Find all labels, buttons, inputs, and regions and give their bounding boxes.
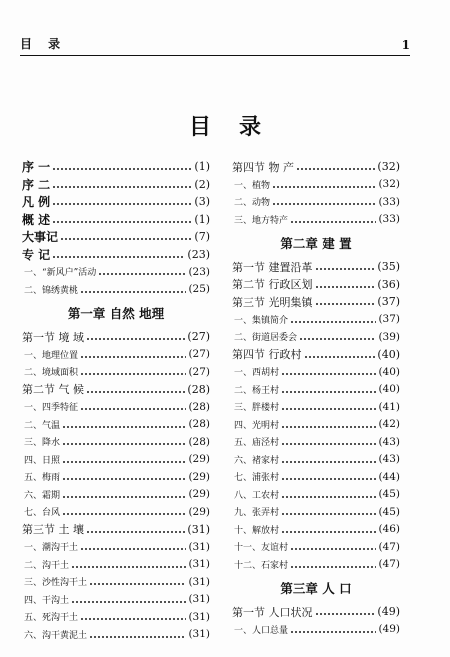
toc-entry[interactable] [22,246,210,264]
toc-entry-label: 五、梅雨 [24,473,61,484]
toc-entry[interactable] [232,603,400,621]
dot-leader [60,231,192,242]
toc-entry[interactable] [22,158,210,176]
toc-entry-label: 二、沟干土 [24,560,70,571]
toc-entry-page: (37) [377,295,400,309]
toc-entry-label: 四、光明村 [234,420,280,431]
toc-entry-label: 第二节 气 候 [22,383,84,397]
toc-entry[interactable] [232,556,400,574]
toc-entry-label: 二、街道居委会 [234,333,298,344]
dot-leader [281,419,376,430]
toc-entry[interactable] [22,503,210,521]
toc-entry[interactable] [22,486,210,504]
toc-entry[interactable] [22,281,210,299]
running-header [20,34,410,56]
toc-entry-page: (39) [378,330,400,343]
dot-leader [281,401,376,412]
toc-entry[interactable] [22,521,210,539]
toc-entry-page: (46) [378,523,400,536]
toc-entry[interactable] [22,416,210,434]
toc-entry-page: (1) [194,160,210,174]
dot-leader [52,214,192,225]
toc-entry-page: (25) [188,283,210,296]
dot-leader [315,296,376,307]
toc-entry-label: 三、地方特产 [234,215,289,226]
toc-entry[interactable] [232,538,400,556]
toc-entry-label: 第一节 建置沿革 [232,260,313,274]
toc-entry-page: (31) [187,522,210,536]
dot-leader [98,266,186,277]
dot-leader [89,576,186,587]
toc-entry[interactable] [232,381,400,399]
toc-entry-page: (43) [378,435,400,448]
dot-leader [281,506,376,517]
toc-entry[interactable] [22,591,210,609]
toc-entry[interactable] [232,311,400,329]
header-page-number: 1 [401,38,410,52]
dot-leader [290,559,376,570]
dot-leader [86,524,185,535]
dot-leader [52,161,192,172]
toc-entry-page: (29) [188,488,210,501]
dot-leader [62,436,186,447]
toc-entry-page: (31) [188,628,210,641]
dot-leader [299,331,376,342]
toc-entry-page: (36) [377,277,400,291]
toc-entry-page: (29) [188,505,210,518]
toc-entry[interactable] [232,158,400,176]
toc-entry-label: 六、霜期 [24,490,61,501]
toc-entry-page: (35) [377,260,400,274]
dot-leader [62,506,186,517]
toc-entry-page: (40) [377,347,400,361]
toc-entry-page: (27) [188,348,210,361]
toc-entry[interactable] [22,538,210,556]
toc-entry-label: 四、日照 [24,455,61,466]
toc-entry-label: 一、西胡村 [234,368,280,379]
toc-entry-label: 八、工农村 [234,490,280,501]
toc-entry[interactable] [22,398,210,416]
toc-entry-page: (42) [378,418,400,431]
toc-entry-label: 二、锦绣黄桃 [24,285,79,296]
dot-leader [281,384,376,395]
dot-leader [304,349,376,360]
dot-leader [80,284,186,295]
toc-entry[interactable] [22,263,210,281]
toc-entry-label: 三、沙性沟干土 [24,578,88,589]
toc-entry-label: 序 一 [22,160,51,175]
toc-entry-page: (31) [188,540,210,553]
dot-leader [272,196,376,207]
toc-entry-label: 第三节 土 壤 [22,523,84,537]
toc-entry-page: (31) [188,575,210,588]
toc-entry-label: 四、干沟土 [24,595,70,606]
toc-entry[interactable] [232,346,400,364]
toc-entry[interactable] [232,398,400,416]
toc-entry[interactable] [22,433,210,451]
toc-entry-page: (1) [194,212,210,226]
dot-leader [71,594,186,605]
toc-entry-label: 凡 例 [22,195,51,210]
toc-entry-label: 三、胖楼村 [234,403,280,414]
toc-entry[interactable] [232,258,400,276]
toc-entry-label: 概 述 [22,212,51,227]
toc-entry-page: (49) [377,605,400,619]
toc-entry[interactable] [22,328,210,346]
dot-leader [281,489,376,500]
toc-entry-label: 九、张弄村 [234,508,280,519]
dot-leader [290,314,376,325]
toc-entry[interactable] [232,363,400,381]
toc-entry[interactable] [232,193,400,211]
toc-entry[interactable] [22,211,210,229]
toc-entry[interactable] [232,486,400,504]
dot-leader [315,261,376,272]
toc-entry-label: 二、气温 [24,420,61,431]
dot-leader [80,401,186,412]
toc-entry[interactable] [22,556,210,574]
toc-entry-label: 第二节 行政区划 [232,278,313,292]
toc-entry-label: 第四节 物 产 [232,160,294,174]
chapter-heading: 第一章 自然 地理 [67,306,165,321]
toc-entry[interactable] [22,193,210,211]
dot-leader [80,611,186,622]
toc-entry[interactable] [22,176,210,194]
toc-entry[interactable] [22,626,210,644]
toc-entry[interactable] [232,276,400,294]
toc-entry-label: 一、“新风户”活动 [24,268,97,279]
toc-entry-page: (43) [378,453,400,466]
toc-right-column [232,158,400,638]
dot-leader [52,179,192,190]
dot-leader [290,624,376,635]
toc-entry-label: 六、沟干黄泥土 [24,630,88,641]
toc-entry[interactable] [232,451,400,469]
toc-entry[interactable] [232,503,400,521]
toc-entry-label: 一、集镇简介 [234,315,289,326]
dot-leader [86,384,185,395]
toc-entry-label: 二、动物 [234,198,271,209]
dot-leader [315,606,376,617]
toc-entry-page: (31) [188,593,210,606]
toc-entry-page: (45) [378,488,400,501]
toc-entry[interactable] [22,363,210,381]
toc-entry-label: 十、解放村 [234,525,280,536]
toc-entry-label: 第一节 境 域 [22,330,84,344]
dot-leader [52,196,192,207]
toc-entry-label: 序 二 [22,177,51,192]
chapter-heading: 第三章 人 口 [280,581,352,596]
toc-entry-page: (32) [377,160,400,174]
toc-entry-page: (23) [188,265,210,278]
toc-entry-page: (47) [378,558,400,571]
toc-left-column [22,158,210,643]
page-title: 目录 [188,114,289,140]
toc-entry-page: (27) [188,365,210,378]
dot-leader [281,524,376,535]
toc-entry-label: 专 记 [22,247,51,262]
toc-entry-label: 第四节 行政村 [232,348,302,362]
dot-leader [86,331,185,342]
toc-entry-page: (33) [378,213,400,226]
toc-entry-page: (27) [187,330,210,344]
toc-entry-page: (28) [187,382,210,396]
toc-entry-page: (2) [194,177,210,191]
toc-entry-page: (28) [188,400,210,413]
toc-entry[interactable] [232,621,400,639]
toc-entry-label: 一、潮沟干土 [24,543,79,554]
toc-entry[interactable] [22,228,210,246]
dot-leader [281,454,376,465]
toc-entry-page: (3) [194,195,210,209]
toc-entry-label: 第三节 光明集镇 [232,295,313,309]
toc-entry-page: (28) [188,435,210,448]
toc-entry-page: (41) [378,400,400,413]
toc-entry-label: 六、褚家村 [234,455,280,466]
toc-entry-label: 一、四季特征 [24,403,79,414]
toc-entry-label: 一、地理位置 [24,350,79,361]
toc-entry[interactable] [232,328,400,346]
toc-entry-page: (40) [378,365,400,378]
toc-entry-page: (23) [187,247,210,261]
toc-entry[interactable] [22,346,210,364]
dot-leader [62,489,186,500]
dot-leader [272,179,376,190]
toc-entry-label: 一、植物 [234,180,271,191]
toc-entry-label: 第一节 人口状况 [232,605,313,619]
toc-entry-page: (47) [378,540,400,553]
dot-leader [62,419,186,430]
toc-entry-page: (31) [188,610,210,623]
dot-leader [62,454,186,465]
toc-entry-page: (29) [188,453,210,466]
toc-entry-label: 大事记 [22,230,59,245]
toc-entry-label: 十二、石家村 [234,560,289,571]
toc-entry-page: (44) [378,470,400,483]
toc-entry-page: (37) [378,313,400,326]
dot-leader [62,471,186,482]
toc-entry-page: (45) [378,505,400,518]
toc-entry-label: 五、庙泾村 [234,438,280,449]
dot-leader [315,279,376,290]
toc-entry[interactable] [22,468,210,486]
toc-entry-page: (31) [188,558,210,571]
toc-entry-page: (28) [188,418,210,431]
toc-entry-page: (32) [378,178,400,191]
toc-entry-page: (33) [378,195,400,208]
toc-entry[interactable] [232,211,400,229]
dot-leader [281,471,376,482]
dot-leader [290,541,376,552]
toc-entry-label: 二、杨王村 [234,385,280,396]
dot-leader [71,559,186,570]
toc-entry-page: (29) [188,470,210,483]
dot-leader [89,629,186,640]
toc-entry-page: (40) [378,383,400,396]
dot-leader [52,249,185,260]
dot-leader [290,214,376,225]
toc-entry[interactable] [232,176,400,194]
dot-leader [281,436,376,447]
toc-entry[interactable] [232,521,400,539]
toc-entry-label: 三、降水 [24,438,61,449]
toc-entry[interactable] [232,433,400,451]
toc-entry-label: 七、台风 [24,508,61,519]
dot-leader [80,541,186,552]
toc-entry-label: 五、死沟干土 [24,613,79,624]
toc-entry[interactable] [22,451,210,469]
toc-entry[interactable] [232,468,400,486]
dot-leader [80,366,186,377]
toc-entry[interactable] [232,416,400,434]
toc-entry-page: (49) [378,623,400,636]
dot-leader [281,366,376,377]
dot-leader [80,349,186,360]
toc-entry-label: 十一、友谊村 [234,543,289,554]
toc-entry[interactable] [22,573,210,591]
toc-entry-label: 七、浦张村 [234,473,280,484]
dot-leader [296,161,375,172]
toc-entry-label: 二、境域面积 [24,368,79,379]
toc-entry-page: (7) [194,230,210,244]
chapter-heading: 第二章 建 置 [280,236,352,251]
toc-entry[interactable] [232,293,400,311]
toc-entry-label: 一、人口总量 [234,625,289,636]
header-section-label: 目 录 [20,37,67,51]
toc-entry[interactable] [22,608,210,626]
toc-entry[interactable] [22,381,210,399]
